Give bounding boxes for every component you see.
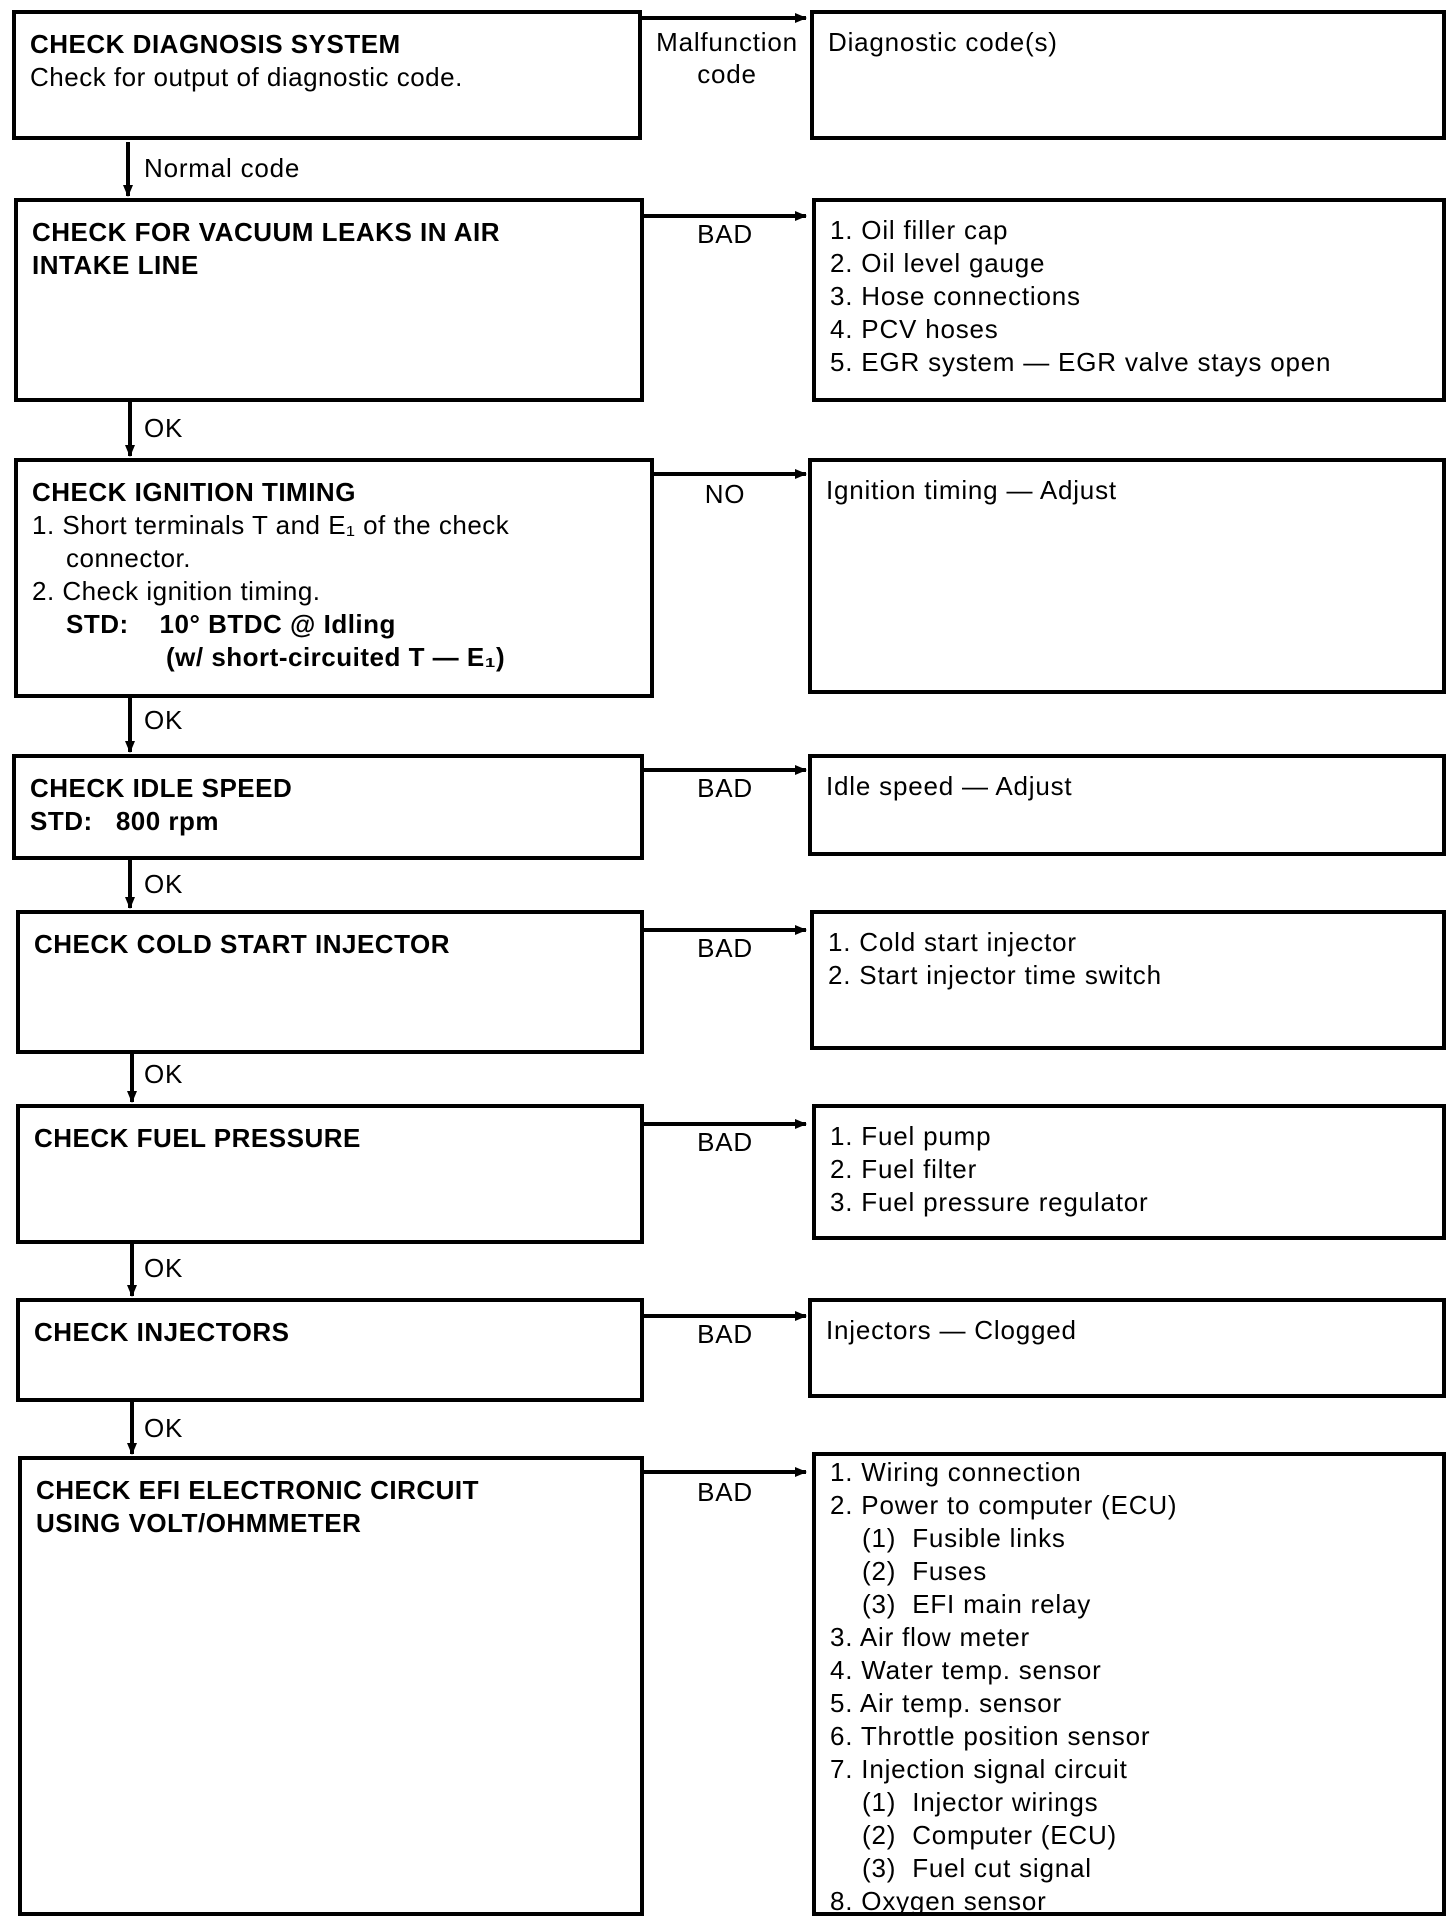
- result-item: 2. Oil level gauge: [830, 248, 1046, 278]
- step-detail-line: 2. Check ignition timing.: [32, 576, 321, 606]
- step-check-idle-speed: [12, 754, 644, 860]
- next-label-normal-code: Normal code: [144, 153, 301, 183]
- result-item: 6. Throttle position sensor: [830, 1721, 1151, 1751]
- result-box-4: [808, 754, 1446, 856]
- result-box-8: [812, 1452, 1446, 1916]
- result-box-5: [810, 910, 1446, 1050]
- result-item: 2. Power to computer (ECU): [830, 1490, 1178, 1520]
- branch-label-bad: BAD: [697, 1319, 753, 1349]
- result-item: Diagnostic code(s): [828, 27, 1058, 57]
- result-subitem: (1) Fusible links: [862, 1523, 1066, 1553]
- step-check-vacuum-leaks: [14, 198, 644, 402]
- next-label-ok: OK: [144, 1413, 184, 1443]
- step-standard-value: STD: 10° BTDC @ Idling: [66, 609, 396, 639]
- result-item: 3. Hose connections: [830, 281, 1081, 311]
- result-subitem: (3) EFI main relay: [862, 1589, 1092, 1619]
- result-subitem: (2) Fuses: [862, 1556, 988, 1586]
- branch-label-bad: BAD: [697, 1127, 753, 1157]
- branch-label-bad: BAD: [697, 933, 753, 963]
- step-check-ignition-timing: [14, 458, 654, 698]
- result-box-1: [810, 10, 1446, 140]
- branch-label-no: NO: [704, 479, 746, 509]
- result-box-2: [812, 198, 1446, 402]
- result-item: 3. Air flow meter: [830, 1622, 1030, 1652]
- next-label-ok: OK: [144, 1059, 184, 1089]
- next-label-ok: OK: [144, 705, 184, 735]
- step-check-diagnosis-system: [12, 10, 642, 140]
- result-box-6: [812, 1104, 1446, 1240]
- step-title: CHECK FOR VACUUM LEAKS IN AIR INTAKE LINE: [32, 217, 501, 280]
- result-item: 2. Fuel filter: [830, 1154, 978, 1184]
- next-label-ok: OK: [144, 1253, 184, 1283]
- step-standard-condition: (w/ short-circuited T — E₁): [166, 642, 506, 672]
- step-title: CHECK INJECTORS: [34, 1317, 290, 1347]
- result-item: 1. Fuel pump: [830, 1121, 992, 1151]
- branch-label-malfunction: [644, 26, 810, 90]
- branch-label-bad: BAD: [697, 773, 753, 803]
- result-item: 1. Oil filler cap: [830, 215, 1009, 245]
- step-check-fuel-pressure: [16, 1104, 644, 1244]
- step-standard-value: STD: 800 rpm: [30, 806, 220, 836]
- step-detail-line: connector.: [66, 543, 191, 573]
- result-item: 4. Water temp. sensor: [830, 1655, 1102, 1685]
- step-title: CHECK FUEL PRESSURE: [34, 1123, 361, 1153]
- next-label-ok: OK: [144, 869, 184, 899]
- result-subitem: (3) Fuel cut signal: [862, 1853, 1092, 1883]
- result-item: Injectors — Clogged: [826, 1315, 1077, 1345]
- result-subitem: (1) Injector wirings: [862, 1787, 1099, 1817]
- result-item: 4. PCV hoses: [830, 314, 999, 344]
- result-box-3: [808, 458, 1446, 694]
- result-item: 1. Cold start injector: [828, 927, 1077, 957]
- branch-label-bad: BAD: [697, 1477, 753, 1507]
- result-item: 1. Wiring connection: [830, 1457, 1082, 1487]
- result-item: 5. EGR system — EGR valve stays open: [830, 347, 1332, 377]
- step-check-cold-start-injector: [16, 910, 644, 1054]
- result-item: Ignition timing — Adjust: [826, 475, 1117, 505]
- step-title: CHECK IDLE SPEED: [30, 773, 293, 803]
- result-item: Idle speed — Adjust: [826, 771, 1073, 801]
- step-check-efi-electronic-circuit: [18, 1456, 644, 1916]
- result-item: 7. Injection signal circuit: [830, 1754, 1128, 1784]
- step-title: CHECK IGNITION TIMING: [32, 477, 356, 507]
- step-title: CHECK EFI ELECTRONIC CIRCUIT USING VOLT/OHMMETER: [36, 1475, 479, 1538]
- next-label-ok: OK: [144, 413, 184, 443]
- result-item: 5. Air temp. sensor: [830, 1688, 1062, 1718]
- step-check-injectors: [16, 1298, 644, 1402]
- result-item: 8. Oxygen sensor: [830, 1886, 1047, 1916]
- result-item: 2. Start injector time switch: [828, 960, 1162, 990]
- branch-label-text: Malfunction code: [656, 27, 798, 89]
- step-title: CHECK COLD START INJECTOR: [34, 929, 450, 959]
- step-detail: Check for output of diagnostic code.: [30, 62, 463, 92]
- result-subitem: (2) Computer (ECU): [862, 1820, 1118, 1850]
- step-title: CHECK DIAGNOSIS SYSTEM: [30, 29, 401, 59]
- result-box-7: [808, 1298, 1446, 1398]
- step-detail-line: 1. Short terminals T and E₁ of the check: [32, 510, 510, 540]
- branch-label-bad: BAD: [697, 219, 753, 249]
- result-item: 3. Fuel pressure regulator: [830, 1187, 1149, 1217]
